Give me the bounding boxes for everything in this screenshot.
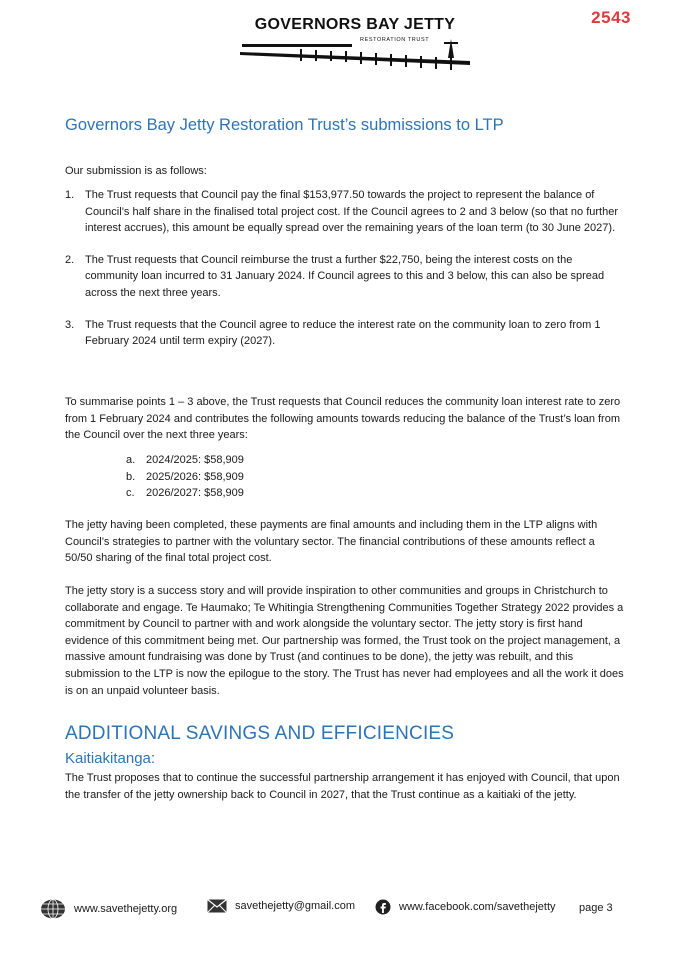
amount-letter: b.: [126, 470, 136, 483]
list-item: [65, 252, 625, 302]
footer-email: [207, 899, 355, 913]
list-item-text: The Trust requests that Council pay the final $153,977.50 towards the project to represent the balance of Council’s half share in the finalised total project cost. If the Council agrees to 2 and 3 below (so that no further interest accrues), this amount be equally spread over the remaining years of the loan term (to 30 June 2027).: [85, 189, 618, 235]
amount-letter: c.: [126, 487, 135, 500]
jetty-logo-graphic: [240, 34, 470, 76]
amount-letter: a.: [126, 454, 136, 466]
globe-icon: [40, 899, 66, 919]
footer-website: [40, 899, 177, 919]
list-item-text: The Trust requests that the Council agree to reduce the interest rate on the community loan to zero from 1 February 2024 until term expiry (2027).: [85, 318, 601, 348]
list-item-text: The Trust requests that Council reimburse the trust a further $22,750, being the interest costs on the community loan incurred to 31 January 2024. If Council agrees to this and 3 below, this can also be spread across the next three years.: [85, 253, 605, 299]
amount-item: [126, 485, 244, 502]
sub-heading: Kaitiakitanga:: [65, 750, 156, 767]
trust-logo: [240, 14, 470, 76]
logo-subtitle: RESTORATION TRUST: [360, 37, 430, 43]
submission-points-list: [65, 187, 625, 365]
footer-facebook: [375, 899, 556, 915]
email-link[interactable]: savethejetty@gmail.com: [235, 900, 355, 912]
amounts-list: [126, 452, 244, 502]
page-title: Governors Bay Jetty Restoration Trust’s submissions to LTP: [65, 116, 504, 134]
list-item: [65, 317, 625, 350]
page-stamp-number: 2543: [591, 8, 631, 27]
page-footer: [40, 896, 640, 920]
list-item: [65, 187, 625, 237]
envelope-icon: [207, 899, 227, 913]
amount-text: 2026/2027: $58,909: [146, 487, 244, 500]
section-heading: ADDITIONAL SAVINGS AND EFFICIENCIES: [65, 723, 455, 744]
amount-text: 2025/2026: $58,909: [146, 470, 244, 483]
kaitiakitanga-paragraph: The Trust proposes that to continue the successful partnership arrangement it has enjoyed with Council, that upon the transfer of the jetty ownership back to Council in 2027, that the Trust continue as a kaitiaki of the jetty.: [65, 772, 620, 801]
jetty-story-paragraph: The jetty story is a success story and will provide inspiration to other communities and groups in Christchurch to collaborate and engage. Te Haumako; Te Whitingia Strengthening Communities Together Strategy 2022 provides a commitment by Council to partner with and work alongside the voluntary sector. The jetty story is first hand evidence of this commitment being met. Our partnership was formed, the Trust took on the project management, a massive amount fundraising was done by Trust (and continues to be done), the jetty was rebuilt, and this submission to the LTP is now the epilogue to the story. The Trust has never had employees and all the work it does is on an unpaid volunteer basis.: [65, 585, 624, 697]
amount-text: 2024/2025: $58,909: [146, 454, 244, 466]
list-item-number: 1.: [65, 189, 75, 201]
intro-text: Our submission is as follows:: [65, 165, 207, 177]
facebook-link[interactable]: www.facebook.com/savethejetty: [399, 901, 556, 913]
amount-item: [126, 469, 244, 486]
list-item-number: 2.: [65, 253, 75, 266]
amount-item: [126, 452, 244, 469]
website-link[interactable]: www.savethejetty.org: [74, 903, 178, 915]
summary-paragraph: To summarise points 1 – 3 above, the Trust requests that Council reduces the community loan interest rate to zero from 1 February 2024 and contributes the following amounts towards reducing the balance of the Trust’s loan from the Council over the next three years:: [65, 396, 621, 442]
list-item-number: 3.: [65, 318, 75, 331]
completion-paragraph: The jetty having been completed, these payments are final amounts and including them in the LTP aligns with Council’s strategies to partner with the voluntary sector. The financial contributions of these amounts reflect a 50/50 sharing of the final total project cost.: [65, 519, 598, 565]
facebook-icon: [375, 899, 391, 915]
logo-title: GOVERNORS BAY JETTY: [254, 16, 456, 33]
footer-page-number: page 3: [579, 902, 613, 914]
